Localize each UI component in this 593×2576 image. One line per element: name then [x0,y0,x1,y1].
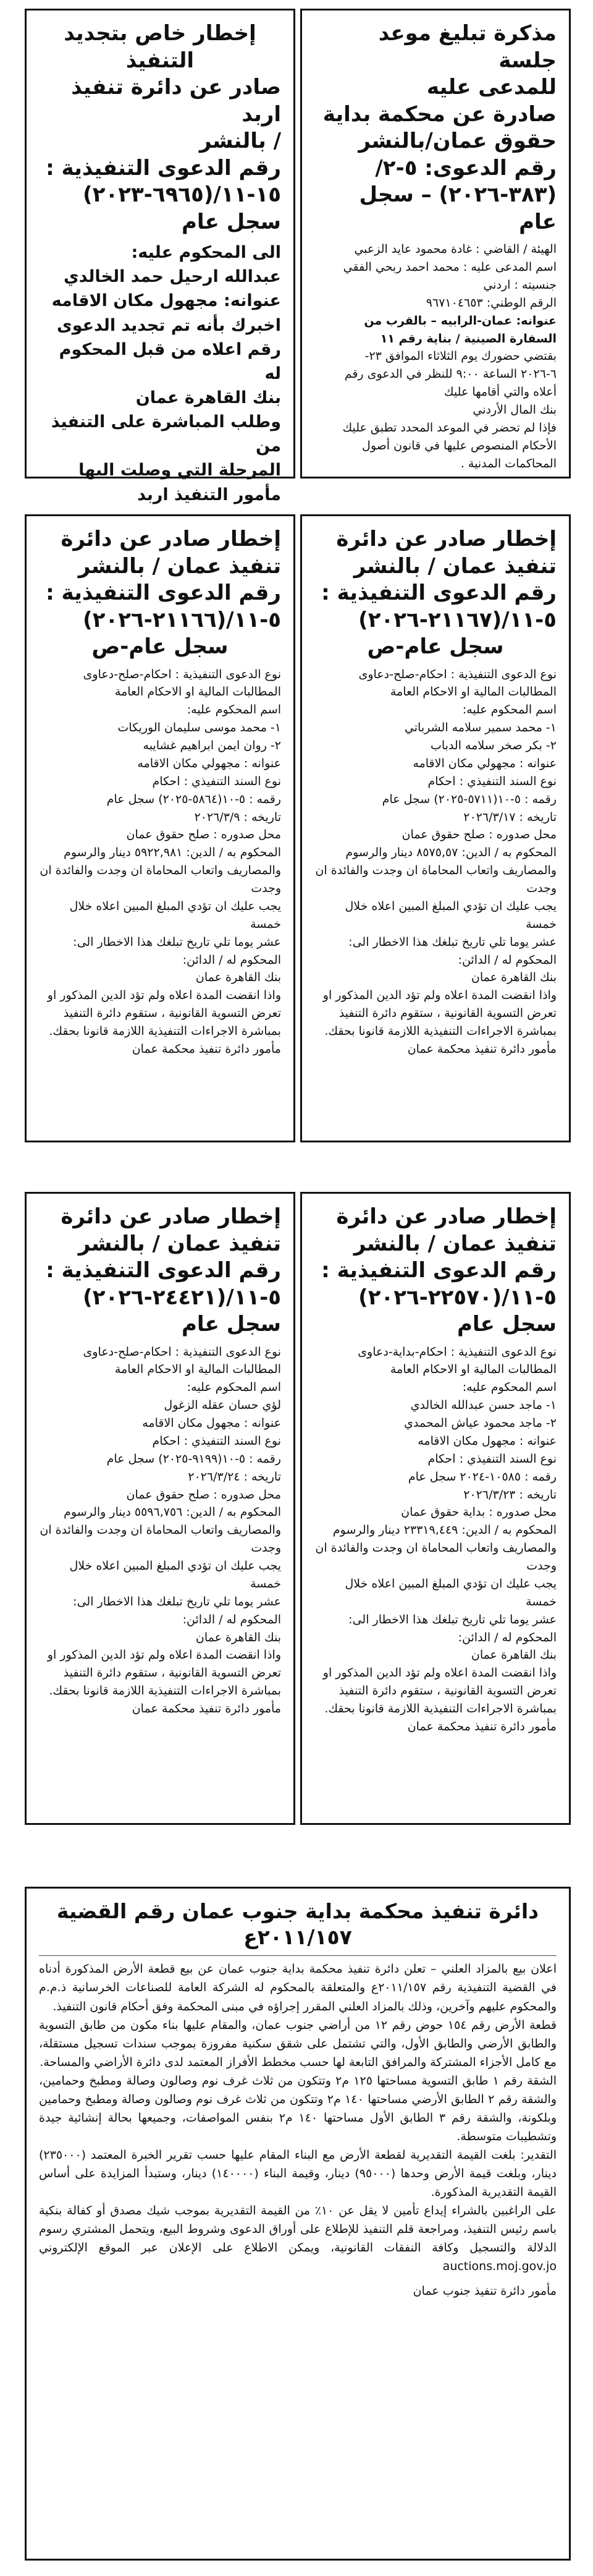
notice-body: الى المحكوم عليه: عبدالله ارحيل حمد الخالدي عنوانه: مجهول مكان الاقامه اخبرك بأنه تم تجديد الدعوى رقم اعلاه من قبل المحكوم له بنك القاهرة عمان وطلب المباشرة على التنفيذ من المرحلة التي وصلت اليها مأمور التنفيذ اربد [51,243,281,504]
notice-amman-execution-21166 [25,514,295,1142]
notice-title: إخطار صادر عن دائرة تنفيذ عمان / بالنشر رقم الدعوى التنفيذية : ٥-١١/(٢٤٤٢١-٢٠٢٦) سجل عام [46,1204,281,1337]
notice-title: إخطار صادر عن دائرة تنفيذ عمان / بالنشر رقم الدعوى التنفيذية : ٥-١١/(٢١١٦٧-٢٠٢٦) سجل عام-ص [321,527,557,660]
notice-body: الهيئة / القاضي : غادة محمود عايد الزعبي اسم المدعى عليه : محمد احمد ربحي الفقي جنسيته : اردني الرقم الوطني: ٩٦٧١٠٤٦٥٣ عنوانه: عمان-الرابيه – بالقرب من السفارة الصينية / بناية رقم ١١ بقتضي حضورك يوم الثلاثاء الموافق ٢٣- ٦-٢٠٢٦ الساعة ٩:٠٠ للنظر في الدعوى رقم أعلاه والتي أقامها عليك بنك المال الأردني فإذا لم تحضر في الموعد المحدد تطبق عليك الأحكام المنصوص عليها في قانون أصول المحاكمات المدنية . [342,242,557,470]
notice-title: إخطار صادر عن دائرة تنفيذ عمان / بالنشر رقم الدعوى التنفيذية : ٥-١١/(٢٢٥٧٠-٢٠٢٦) سجل عام [321,1204,557,1337]
notice-body: نوع الدعوى التنفيذية : احكام-صلح-دعاوى المطالبات المالية او الاحكام العامة اسم المحكوم عليه: ١- محمد موسى سليمان الوريكات ٢- روان ايمن ابراهيم غشايبه عنوانه : مجهولي مكان الاقامه نوع السند التنفيذي : احكام رقمه : ٥-١٠(٥٨٦٤-٢٠٢٥) سجل عام تاريخه : ٢٠٢٦/٣/٩ محل صدوره : صلح حقوق عمان المحكوم به / الدين: ٥٩٢٢,٩٨١ دينار والرسوم والمصاريف واتعاب المحاماة ان وجدت والفائدة ان وجدت يجب عليك ان تؤدي المبلغ المبين اعلاه خلال خمسة عشر يوما تلي تاريخ تبلغك هذا الاخطار الى: المحكوم له / الدائن: بنك القاهرة عمان واذا انقضت المدة اعلاه ولم تؤد الدين المذكور او تعرض التسوية القانونية ، ستقوم دائرة التنفيذ بمباشرة الاجراءات التنفيذية اللازمة قانونا بحقك. مأمور دائرة تنفيذ محكمة عمان [40,667,281,1056]
notice-south-amman-auction [25,1887,571,2561]
notice-body: نوع الدعوى التنفيذية : احكام-بداية-دعاوى المطالبات المالية او الاحكام العامة اسم المحكوم عليه: ١- ماجد حسن عبدالله الخالدي ٢- ماجد محمود عياش المحمدي عنوانه : مجهول مكان الاقامه نوع السند التنفيذي : احكام رقمه : ١٠٥٨٥-٢٠٢٤ سجل عام تاريخه : ٢٠٢٦/٣/٢٣ محل صدوره : بداية حقوق عمان المحكوم به / الدين: ٢٣٣١٩,٤٤٩ دينار والرسوم والمصاريف واتعاب المحاماة ان وجدت والفائدة ان وجدت يجب عليك ان تؤدي المبلغ المبين اعلاه خلال خمسة عشر يوما تلي تاريخ تبلغك هذا الاخطار الى: المحكوم له / الدائن: بنك القاهرة عمان واذا انقضت المدة اعلاه ولم تؤد الدين المذكور او تعرض التسوية القانونية ، ستقوم دائرة التنفيذ بمباشرة الاجراءات التنفيذية اللازمة قانونا بحقك. مأمور دائرة تنفيذ محكمة عمان [315,1345,557,1733]
notice-title: مذكرة تبليغ موعد جلسة للمدعى عليه صادرة عن محكمة بداية حقوق عمان/بالنشر رقم الدعوى: ٥-٢/ (٣٨٣-٢٠٢٦) – سجل عام [322,21,557,234]
notice-execution-renewal [25,9,295,504]
notice-title: إخطار صادر عن دائرة تنفيذ عمان / بالنشر رقم الدعوى التنفيذية : ٥-١١/(٢١١٦٦-٢٠٢٦) سجل عام-ص [46,527,281,660]
notice-body: نوع الدعوى التنفيذية : احكام-صلح-دعاوى المطالبات المالية او الاحكام العامة اسم المحكوم عليه: لؤي حسان عقله الزغول عنوانه : مجهول مكان الاقامه نوع السند التنفيذي : احكام رقمه : ٥-١٠(٩١٩٩-٢٠٢٥) سجل عام تاريخه : ٢٠٢٦/٣/٢٤ محل صدوره : صلح حقوق عمان المحكوم به / الدين: ٥٥٩٦,٧٥٦ دينار والرسوم والمصاريف واتعاب المحاماة ان وجدت والفائدة ان وجدت يجب عليك ان تؤدي المبلغ المبين اعلاه خلال خمسة عشر يوما تلي تاريخ تبلغك هذا الاخطار الى: المحكوم له / الدائن: بنك القاهرة عمان واذا انقضت المدة اعلاه ولم تؤد الدين المذكور او تعرض التسوية القانونية ، ستقوم دائرة التنفيذ بمباشرة الاجراءات التنفيذية اللازمة قانونا بحقك. مأمور دائرة تنفيذ محكمة عمان [40,1345,281,1716]
notice-title: دائرة تنفيذ محكمة بداية جنوب عمان رقم القضية ٢٠١١/١٥٧ع [56,1899,539,1950]
notice-amman-execution-22570 [300,1192,571,1825]
notice-amman-execution-21167 [300,514,571,1142]
notice-body: نوع الدعوى التنفيذية : احكام-صلح-دعاوى المطالبات المالية او الاحكام العامة اسم المحكوم عليه: ١- محمد سمير سلامه الشرباتي ٢- بكر صخر سلامه الدباب عنوانه : مجهولي مكان الاقامه نوع السند التنفيذي : احكام رقمه : ٥-١٠(٥٧١١-٢٠٢٥) سجل عام تاريخه : ٢٠٢٦/٣/١٧ محل صدوره : صلح حقوق عمان المحكوم به / الدين: ٨٥٧٥,٥٧ دينار والرسوم والمصاريف واتعاب المحاماة ان وجدت والفائدة ان وجدت يجب عليك ان تؤدي المبلغ المبين اعلاه خلال خمسة عشر يوما تلي تاريخ تبلغك هذا الاخطار الى: المحكوم له / الدائن: بنك القاهرة عمان واذا انقضت المدة اعلاه ولم تؤد الدين المذكور او تعرض التسوية القانونية ، ستقوم دائرة التنفيذ بمباشرة الاجراءات التنفيذية اللازمة قانونا بحقك. مأمور دائرة تنفيذ محكمة عمان [315,667,557,1056]
divider [39,1955,557,1956]
notice-hearing-summons [300,9,571,478]
notice-body: اعلان بيع بالمزاد العلني – تعلن دائرة تنفيذ محكمة بداية جنوب عمان عن بيع قطعة الأرض المذكورة أدناه في القضية التنفيذية رقم ٢٠١١/١٥٧ع والمتعلقة بالمحكوم له الشركة العامة للصناعات الخرسانية ذ.م.م والمحكوم عليهم وآخرين، وذلك بالمزاد العلني المقرر إجراؤه في مبنى المحكمة وفق أحكام قانون التنفيذ. قطعة الأرض رقم ١٥٤ حوض رقم ١٢ من أراضي جنوب عمان، والمقام عليها بناء مكون من طابق التسوية والطابق الأرضي والطابق الأول، والتي تشتمل على شقق سكنية مفروزة بموجب سندات تسجيل مستقلة، مع كامل الأجزاء المشتركة والمرافق التابعة لها حسب مخطط الأفراز المعتمد لدى دائرة الأراضي والمساحة. الشقة رقم ١ طابق التسوية مساحتها ١٢٥ م٢ وتتكون من ثلاث غرف نوم وصالون وصالة ومطبخ وحمامين، والشقة رقم ٢ الطابق الأرضي مساحتها ١٤٠ م٢ وتتكون من ثلاث غرف نوم وصالون وصالة ومطبخ وحمامين وبلكونة، والشقة رقم ٣ الطابق الأول مساحتها ١٤٠ م٢ بنفس المواصفات، وجميعها بحالة إنشائية جيدة وتشطيبات متوسطة. التقدير: بلغت القيمة التقديرية لقطعة الأرض مع البناء المقام عليها حسب تقرير الخبرة المعتمد (٢٣٥٠٠٠) دينار، وبلغت قيمة الأرض وحدها (٩٥٠٠٠) دينار، وقيمة البناء (١٤٠٠٠٠) دينار، وستبدأ المزايدة على أساس القيمة التقديرية المذكورة. على الراغبين بالشراء إيداع تأمين لا يقل عن ١٠٪ من القيمة التقديرية بموجب شيك مصدق أو كفالة بنكية باسم رئيس التنفيذ، ومراجعة قلم التنفيذ للإطلاع على أوراق الدعوى وشروط البيع، ويتحمل المشتري رسوم الدلالة والتسجيل وكافة النفقات القانونية، ويمكن الاطلاع على الإعلان عبر الموقع الإلكتروني auctions.moj.gov.jo مأمور دائرة تنفيذ جنوب عمان [39,1962,557,2298]
notice-title: إخطار خاص بتجديد التنفيذ صادر عن دائرة تنفيذ اربد / بالنشر رقم الدعوى التنفيذية : ١٥-١١/(٦٩٦٥-٢٠٢٣) سجل عام [46,21,281,234]
notice-amman-execution-24421 [25,1192,295,1825]
